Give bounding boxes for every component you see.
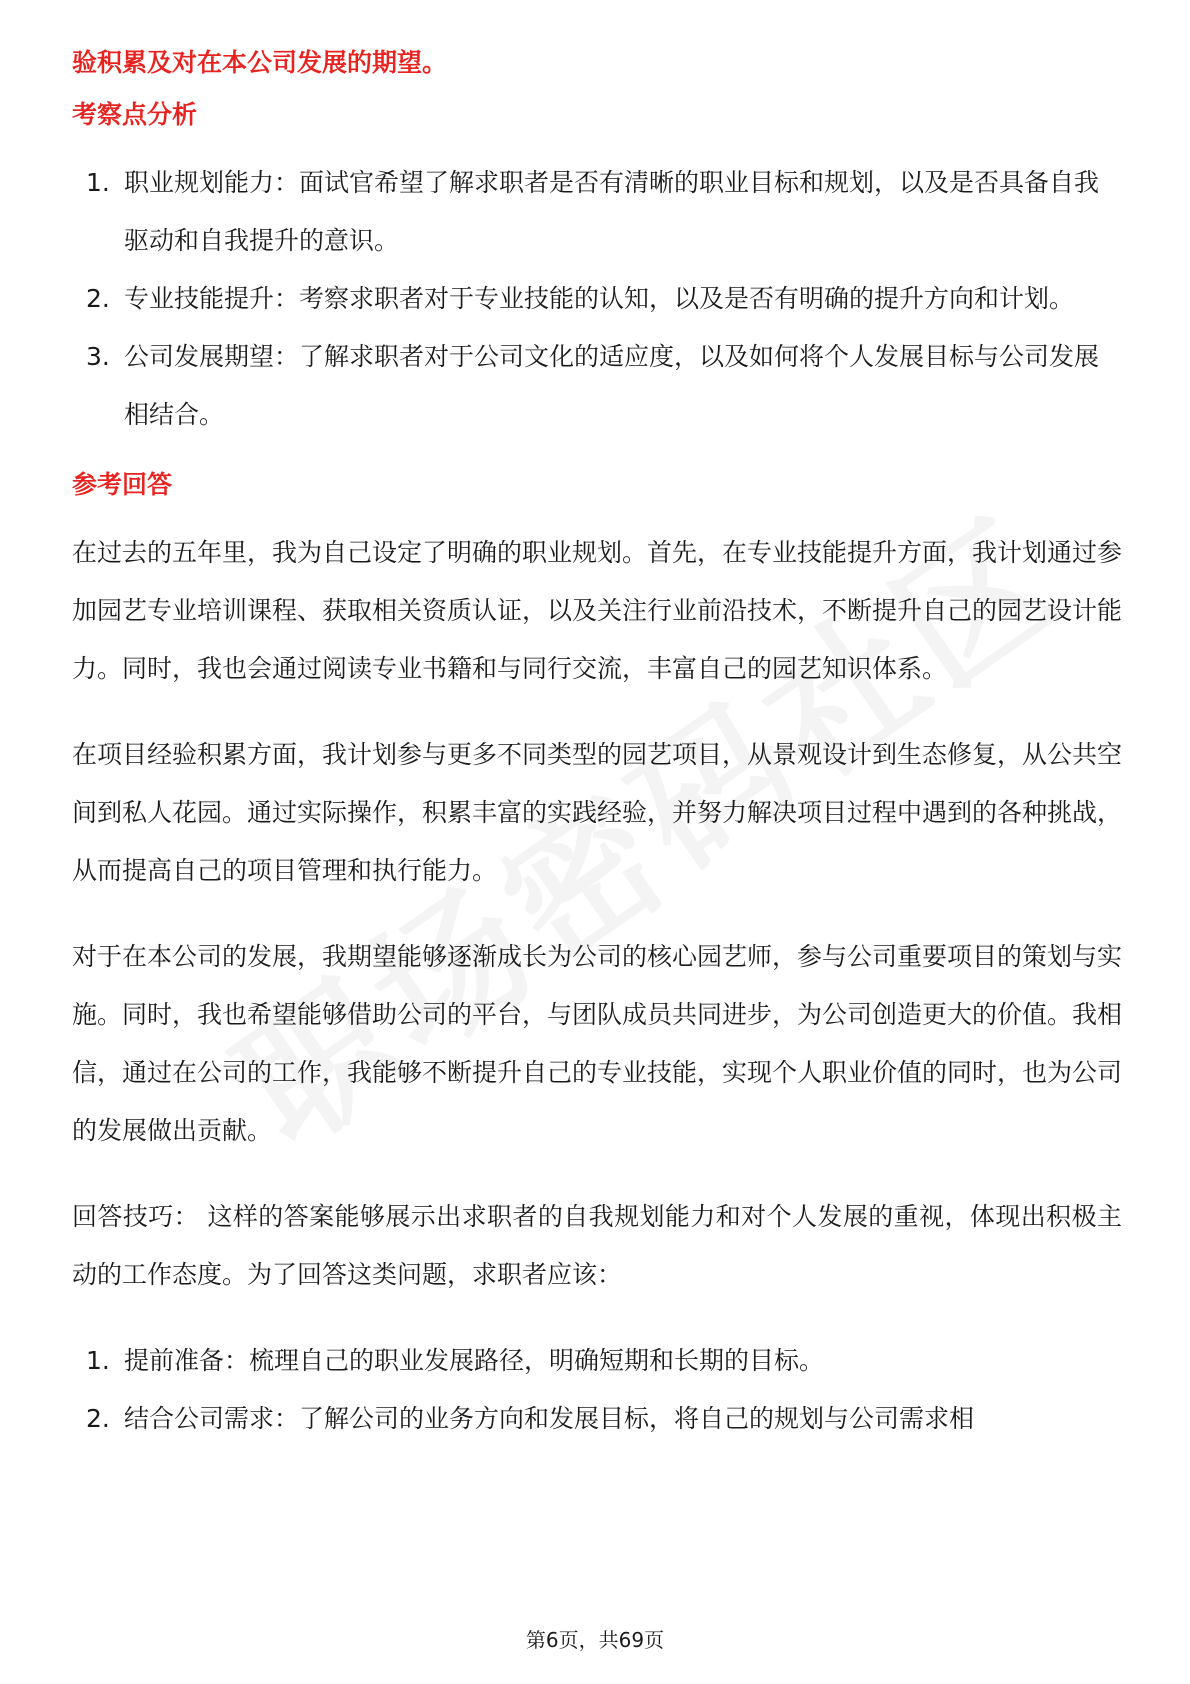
list-item	[72, 1332, 1122, 1390]
list-number: 3.	[86, 342, 110, 371]
lead-fragment: 验积累及对在本公司发展的期望。	[72, 48, 448, 77]
tips-list	[72, 1332, 1122, 1448]
list-text: 公司发展期望：了解求职者对于公司文化的适应度，以及如何将个人发展目标与公司发展相结合。	[124, 342, 1100, 429]
list-text: 提前准备：梳理自己的职业发展路径，明确短期和长期的目标。	[124, 1346, 825, 1375]
answer-heading: 参考回答	[72, 470, 173, 499]
list-text: 职业规划能力：面试官希望了解求职者是否有清晰的职业目标和规划，以及是否具备自我驱动和自我提升的意识。	[124, 168, 1100, 255]
list-text: 结合公司需求：了解公司的业务方向和发展目标，将自己的规划与公司需求相	[124, 1404, 975, 1433]
answer-paragraph: 对于在本公司的发展，我期望能够逐渐成长为公司的核心园艺师，参与公司重要项目的策划与实施。同时，我也希望能够借助公司的平台，与团队成员共同进步，为公司创造更大的价值。我相信，通过在公司的工作，我能够不断提升自己的专业技能，实现个人职业价值的同时，也为公司的发展做出贡献。	[72, 942, 1123, 1145]
list-item	[72, 270, 1122, 328]
tips-intro-paragraph: 回答技巧： 这样的答案能够展示出求职者的自我规划能力和对个人发展的重视，体现出积极主动的工作态度。为了回答这类问题，求职者应该：	[72, 1202, 1122, 1289]
list-item	[72, 154, 1122, 270]
list-item	[72, 328, 1122, 444]
list-text: 专业技能提升：考察求职者对于专业技能的认知，以及是否有明确的提升方向和计划。	[124, 284, 1075, 313]
answer-paragraph: 在项目经验积累方面，我计划参与更多不同类型的园艺项目，从景观设计到生态修复，从公共空间到私人花园。通过实际操作，积累丰富的实践经验，并努力解决项目过程中遇到的各种挑战，从而提高自己的项目管理和执行能力。	[72, 740, 1123, 885]
list-item	[72, 1390, 1122, 1448]
page-content	[72, 44, 1122, 1470]
list-number: 1.	[86, 168, 110, 197]
list-number: 2.	[86, 284, 110, 313]
list-number: 1.	[86, 1346, 110, 1375]
analysis-list	[72, 154, 1122, 444]
list-number: 2.	[86, 1404, 110, 1433]
answer-paragraph: 在过去的五年里，我为自己设定了明确的职业规划。首先，在专业技能提升方面，我计划通过参加园艺专业培训课程、获取相关资质认证，以及关注行业前沿技术，不断提升自己的园艺设计能力。同时，我也会通过阅读专业书籍和与同行交流，丰富自己的园艺知识体系。	[72, 538, 1123, 683]
page-number-footer: 第6页，共69页	[525, 1628, 665, 1652]
analysis-heading: 考察点分析	[72, 100, 198, 129]
